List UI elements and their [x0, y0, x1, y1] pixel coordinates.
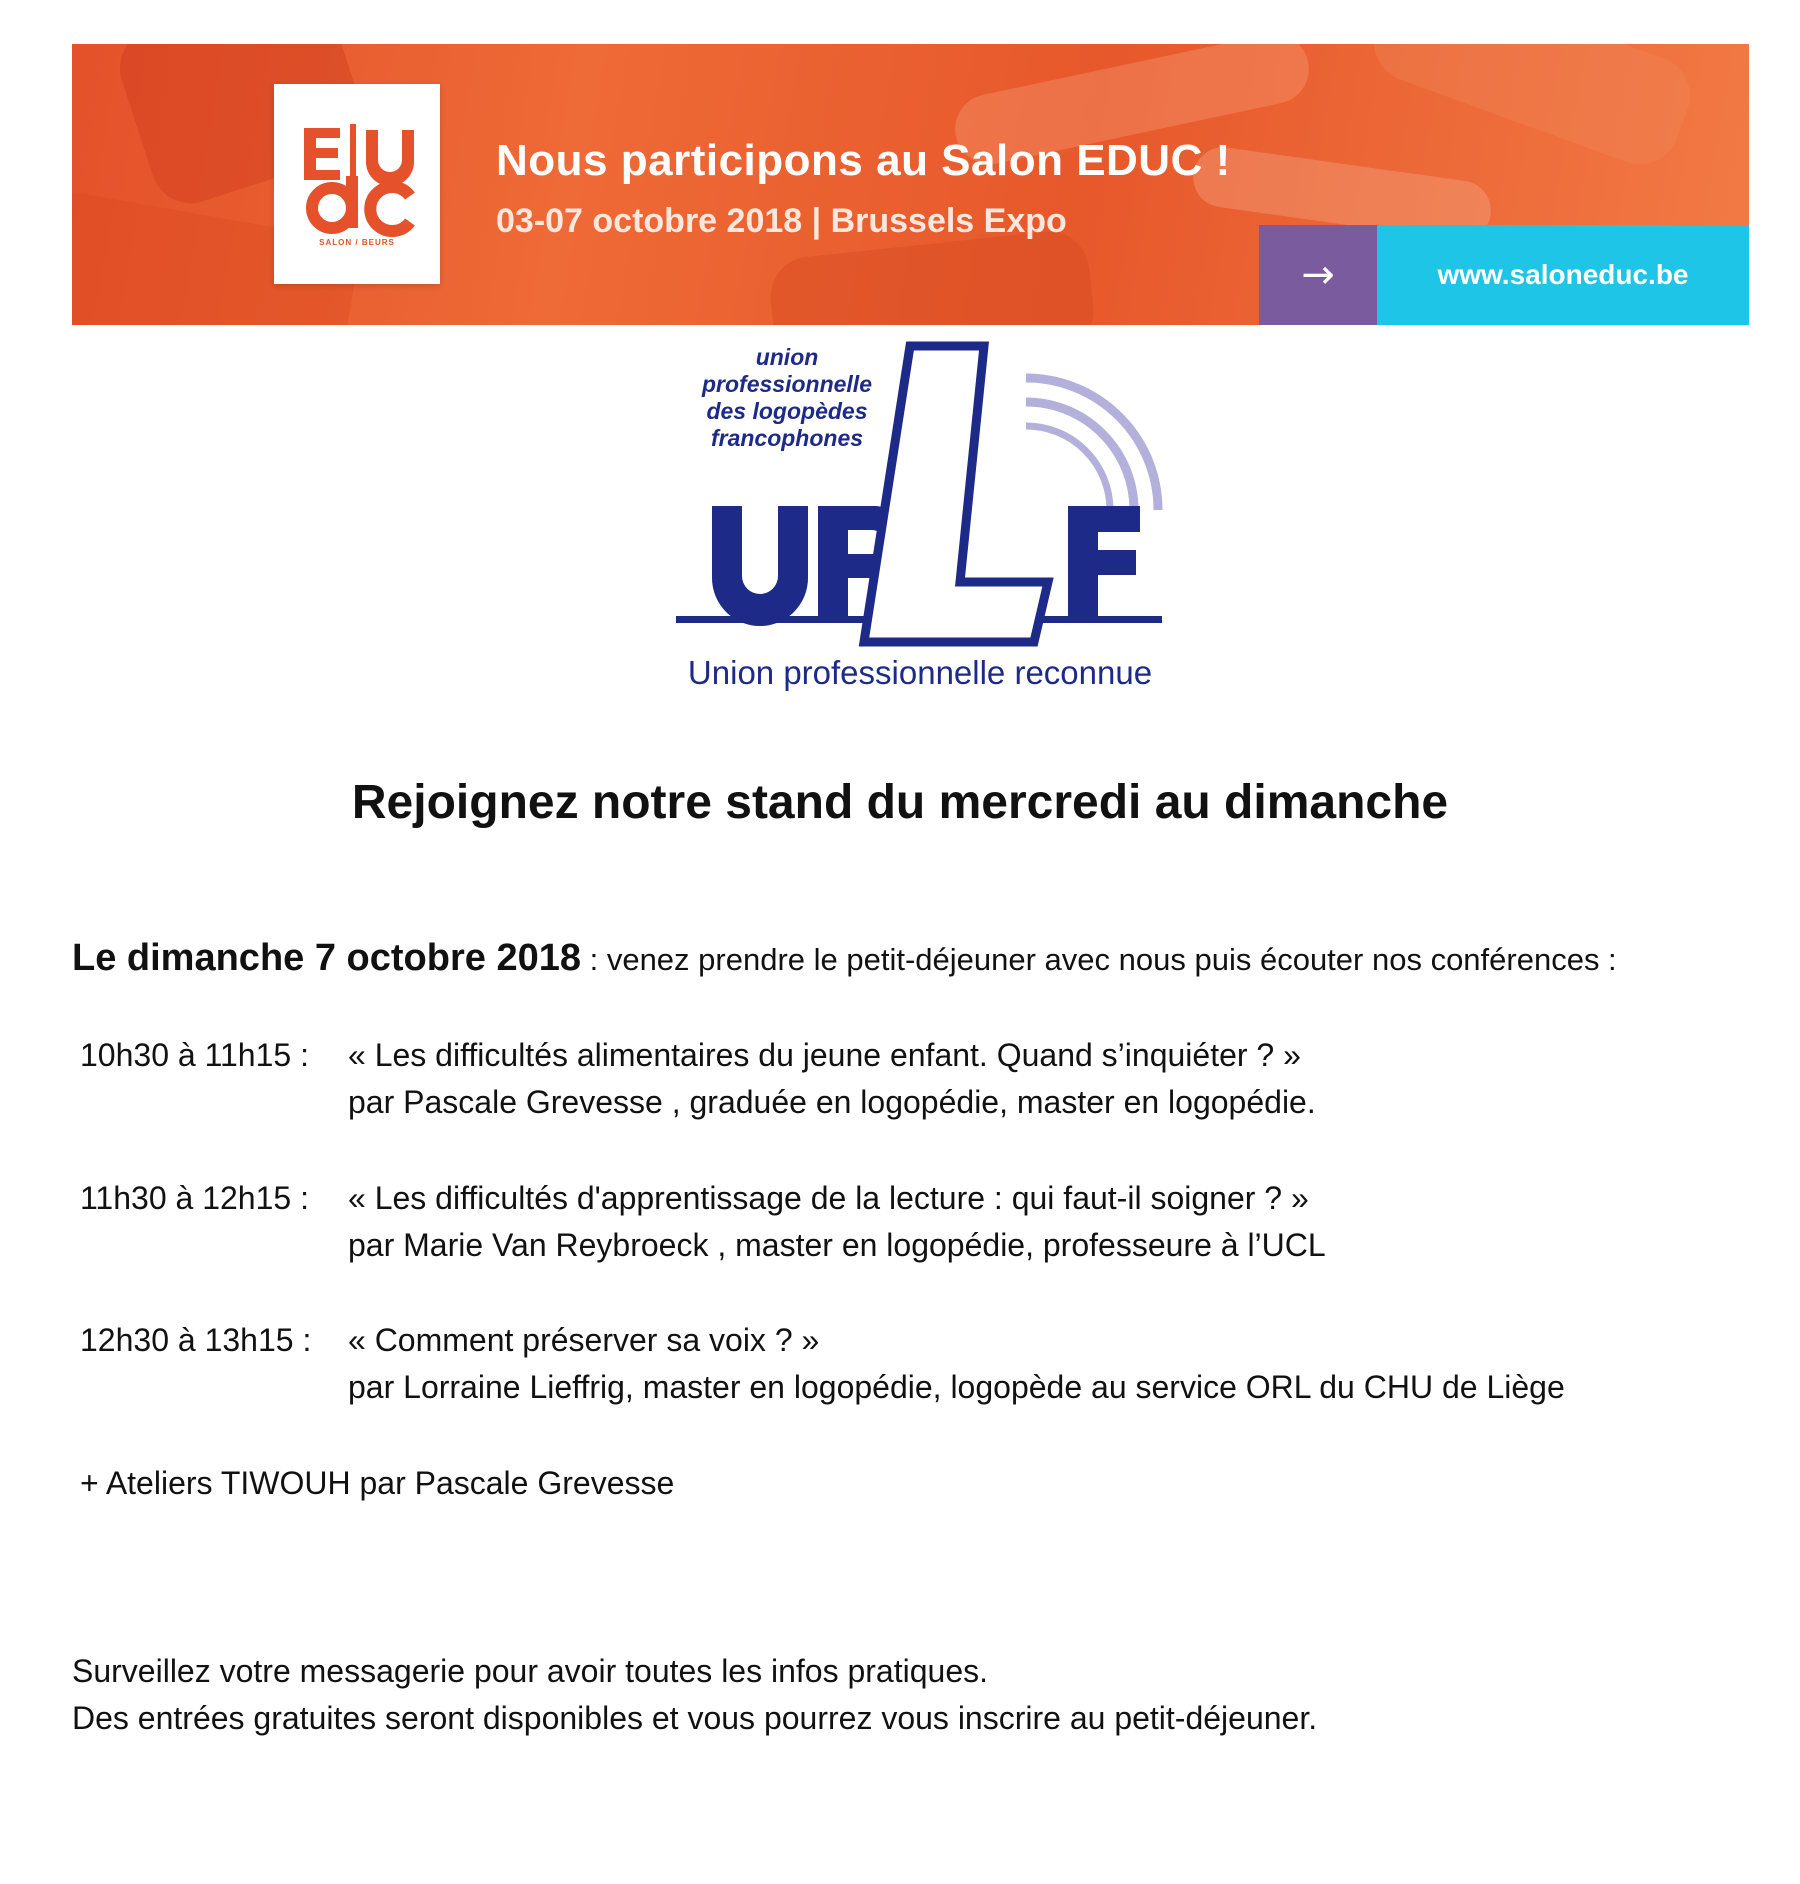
uplf-small-text	[702, 344, 872, 452]
saloneduc-link[interactable]: www.saloneduc.be	[1377, 225, 1749, 325]
page-heading: Rejoignez notre stand du mercredi au dimanche	[351, 776, 1449, 829]
uplf-small-line: union	[755, 344, 819, 370]
schedule-speaker: par Pascale Grevesse , graduée en logopédie, master en logopédie.	[348, 1084, 1316, 1120]
uplf-logo	[672, 336, 1168, 710]
educ-logo	[274, 84, 440, 284]
schedule-time: 12h30 à 13h15 :	[80, 1322, 312, 1358]
schedule-title: « Les difficultés d'apprentissage de la lecture : qui faut-il soigner ? »	[348, 1180, 1309, 1216]
workshop-line: + Ateliers TIWOUH par Pascale Grevesse	[80, 1465, 675, 1501]
banner-decor	[1363, 44, 1701, 175]
intro-date: Le dimanche 7 octobre 2018	[72, 937, 581, 979]
schedule-time: 11h30 à 12h15 :	[80, 1180, 309, 1216]
arrow-right-icon[interactable]: →	[1259, 225, 1377, 325]
uplf-small-line: professionnelle	[702, 371, 872, 397]
footer-line: Surveillez votre messagerie pour avoir toutes les infos pratiques.	[72, 1653, 988, 1689]
educ-banner	[72, 44, 1749, 325]
uplf-small-line: des logopèdes	[706, 398, 868, 424]
schedule-title: « Comment préserver sa voix ? »	[348, 1322, 820, 1358]
schedule-title: « Les difficultés alimentaires du jeune enfant. Quand s’inquiéter ? »	[348, 1037, 1301, 1073]
intro-line	[72, 937, 1617, 980]
schedule-time: 10h30 à 11h15 :	[80, 1037, 309, 1073]
uplf-small-line: francophones	[710, 425, 864, 451]
footer-line: Des entrées gratuites seront disponibles et vous pourrez vous inscrire au petit-déjeuner.	[72, 1700, 1318, 1736]
banner-title: Nous participons au Salon EDUC !	[496, 136, 1231, 185]
educ-logo-sub: SALON / BEURS	[319, 238, 395, 247]
educ-logo-mark	[274, 84, 440, 284]
banner-subtitle: 03-07 octobre 2018 | Brussels Expo	[496, 202, 1067, 240]
schedule-speaker: par Lorraine Lieffrig, master en logopédie, logopède au service ORL du CHU de Liège	[348, 1369, 1565, 1405]
intro-text: : venez prendre le petit-déjeuner avec nous puis écouter nos conférences :	[580, 942, 1617, 977]
uplf-tagline: Union professionnelle reconnue	[687, 654, 1153, 691]
schedule-speaker: par Marie Van Reybroeck , master en logopédie, professeure à l’UCL	[348, 1227, 1326, 1263]
banner-decor	[767, 228, 1098, 325]
